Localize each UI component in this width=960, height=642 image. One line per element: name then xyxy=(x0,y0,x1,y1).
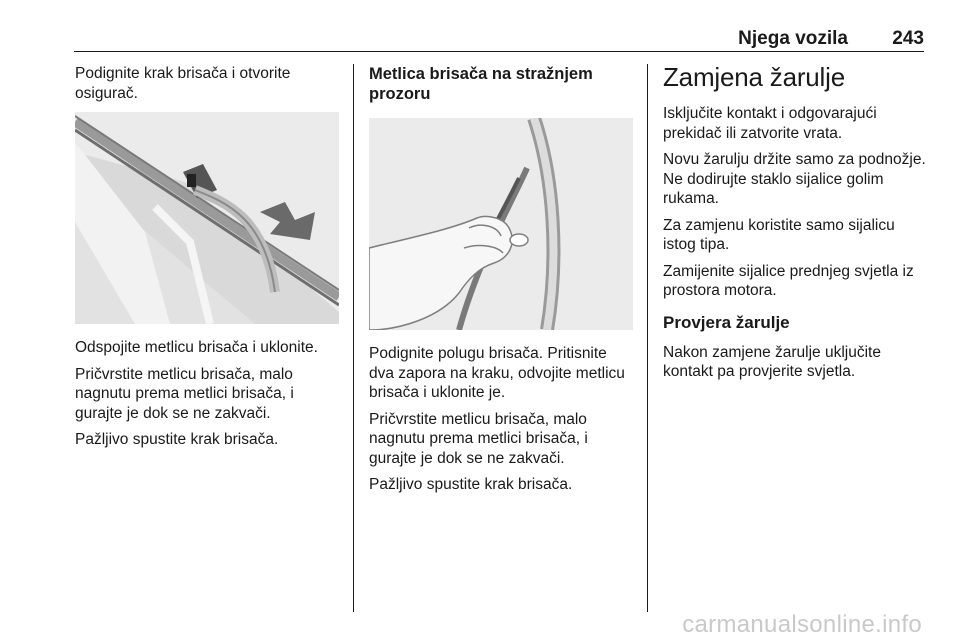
page-number: 243 xyxy=(892,28,924,49)
bulb-step-3: Za zamjenu koristite samo sijalicu istog tipa. xyxy=(663,216,895,253)
figure-wiper-blade xyxy=(75,112,340,324)
bulb-step-1: Isključite kontakt i odgovarajući prekidač ili zatvorite vrata. xyxy=(663,105,877,142)
bulb-step-2: Novu žarulju držite samo za podnožje. Ne dodirujte staklo sijalice golim rukama. xyxy=(663,151,926,207)
rear-wiper-heading: Metlica brisača na stražnjem prozoru xyxy=(369,65,593,103)
watermark: carmanualsonline.info xyxy=(682,611,922,638)
step-attach-rear: Pričvrstite metlicu brisača, malo nagnutu prema metlici brisača, i gurajte je dok se ne zakvači. xyxy=(369,410,588,467)
page-header xyxy=(74,28,924,50)
column-2 xyxy=(369,64,635,502)
bulb-step-4: Zamijenite sijalice prednjeg svjetla iz prostora motora. xyxy=(663,262,914,299)
column-1 xyxy=(75,64,340,457)
step-lower-arm: Pažljivo spustite krak brisača. xyxy=(75,431,279,448)
bulb-check-paragraph: Nakon zamjene žarulje uključite kontakt pa provjerite svjetla. xyxy=(663,343,881,380)
step-attach: Pričvrstite metlicu brisača, malo nagnutu prema metlici brisača, i gurajte je dok se ne zakvači. xyxy=(75,365,294,422)
column-divider-1 xyxy=(353,64,354,612)
column-3 xyxy=(663,62,928,389)
header-divider xyxy=(74,51,924,52)
rear-wiper-hand-illustration xyxy=(369,118,633,330)
bulb-check-heading: Provjera žarulje xyxy=(663,312,790,332)
intro-paragraph: Podignite krak brisača i otvorite osigurač. xyxy=(75,65,291,102)
bulb-replacement-heading: Zamjena žarulje xyxy=(663,62,845,92)
figure-rear-wiper xyxy=(369,118,635,330)
step-detach: Odspojite metlicu brisača i uklonite. xyxy=(75,339,318,356)
wiper-blade-removal-illustration xyxy=(75,112,339,324)
step-raise-lever: Podignite polugu brisača. Pritisnite dva zapora na kraku, odvojite metlicu brisača i uklonite je. xyxy=(369,345,625,401)
column-divider-2 xyxy=(647,64,648,612)
section-title: Njega vozila xyxy=(738,28,848,49)
step-lower-arm-rear: Pažljivo spustite krak brisača. xyxy=(369,476,573,493)
